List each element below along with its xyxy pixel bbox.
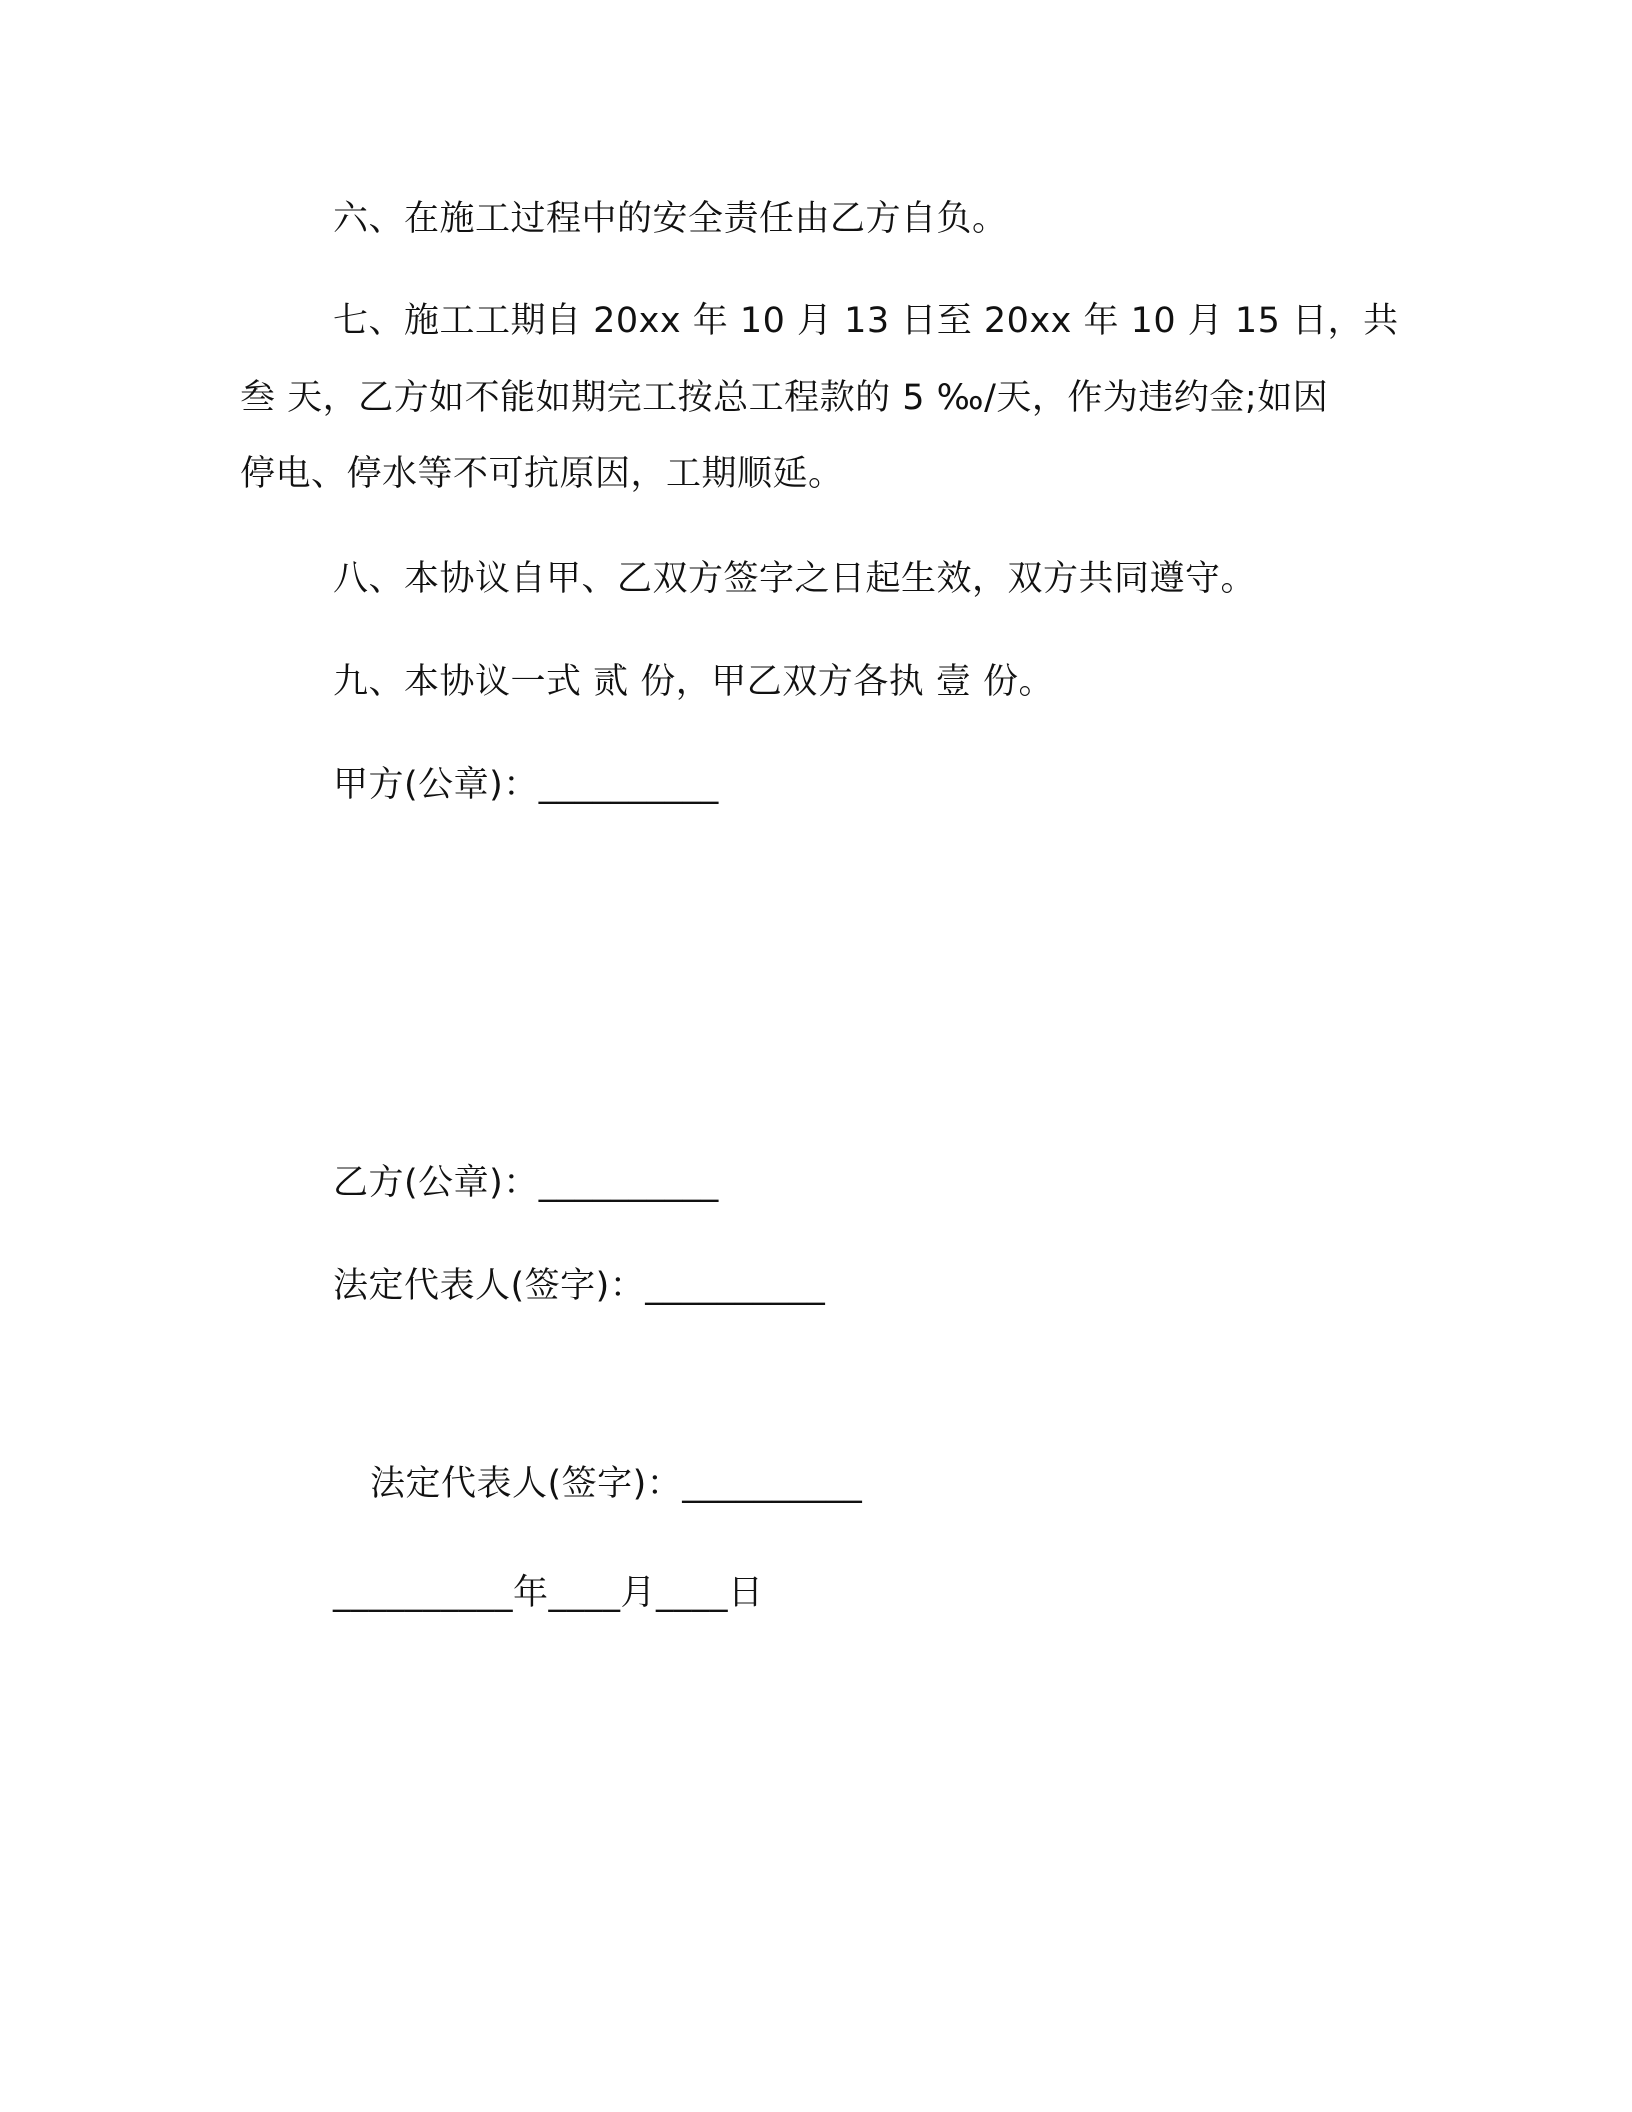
date-line: __________年____月____日 [333, 1573, 764, 1613]
clause-7-line-3: 停电、停水等不可抗原因，工期顺延。 [240, 454, 844, 494]
clause-6: 六、在施工过程中的安全责任由乙方自负。 [333, 199, 1008, 239]
legal-rep-signature-line-1: 法定代表人(签字)：__________ [333, 1266, 826, 1306]
clause-9: 九、本协议一式 贰 份，甲乙双方各执 壹 份。 [333, 662, 1055, 702]
party-b-seal-line: 乙方(公章)：__________ [333, 1163, 719, 1203]
clause-8: 八、本协议自甲、乙双方签字之日起生效，双方共同遵守。 [333, 559, 1257, 599]
clause-7-line-2: 叁 天，乙方如不能如期完工按总工程款的 5 ‰/天，作为违约金;如因 [240, 378, 1329, 418]
party-a-seal-line: 甲方(公章)：__________ [333, 765, 719, 805]
clause-7-line-1: 七、施工工期自 20xx 年 10 月 13 日至 20xx 年 10 月 15 日，共 [333, 301, 1399, 341]
legal-rep-signature-line-2: 法定代表人(签字)：__________ [370, 1464, 863, 1504]
